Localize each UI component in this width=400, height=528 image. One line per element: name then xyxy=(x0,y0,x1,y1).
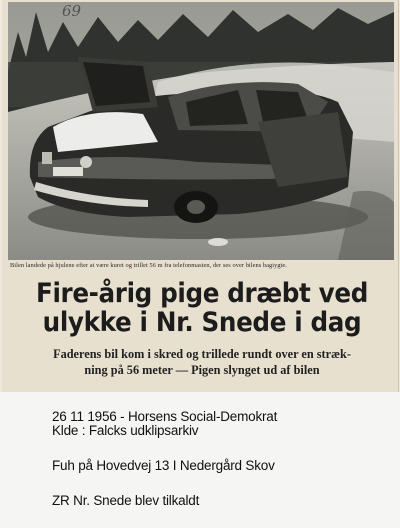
wrecked-car-photo xyxy=(8,2,394,260)
subheadline-line: ning på 56 meter — Pigen slynget ud af bilen xyxy=(84,363,320,377)
headline-line: ulykke i Nr. Snede i dag xyxy=(42,307,362,338)
archive-note xyxy=(0,392,400,528)
newspaper-clipping xyxy=(2,0,399,392)
subheadline-line: Faderens bil kom i skred og trillede rundt over en stræk- xyxy=(53,347,351,361)
handwritten-page-number: 69 xyxy=(62,2,82,20)
note-dispatch: ZR Nr. Snede blev tilkaldt xyxy=(52,493,200,508)
note-archive-source: Klde : Falcks udklipsarkiv xyxy=(52,423,199,438)
note-location: Fuh på Hovedvej 13 I Nedergård Skov xyxy=(52,458,275,473)
headline xyxy=(20,279,385,337)
photo-caption: Bilen landede på hjulene efter at være kuret og trillet 56 m fra telefonmasten, der ses over bilens bagiygte. xyxy=(10,262,287,269)
note-date-source: 26 11 1956 - Horsens Social-Demokrat xyxy=(52,409,278,424)
subheadline xyxy=(12,346,392,378)
headline-line: Fire-årig pige dræbt ved xyxy=(36,278,368,309)
accident-photo xyxy=(8,2,394,260)
